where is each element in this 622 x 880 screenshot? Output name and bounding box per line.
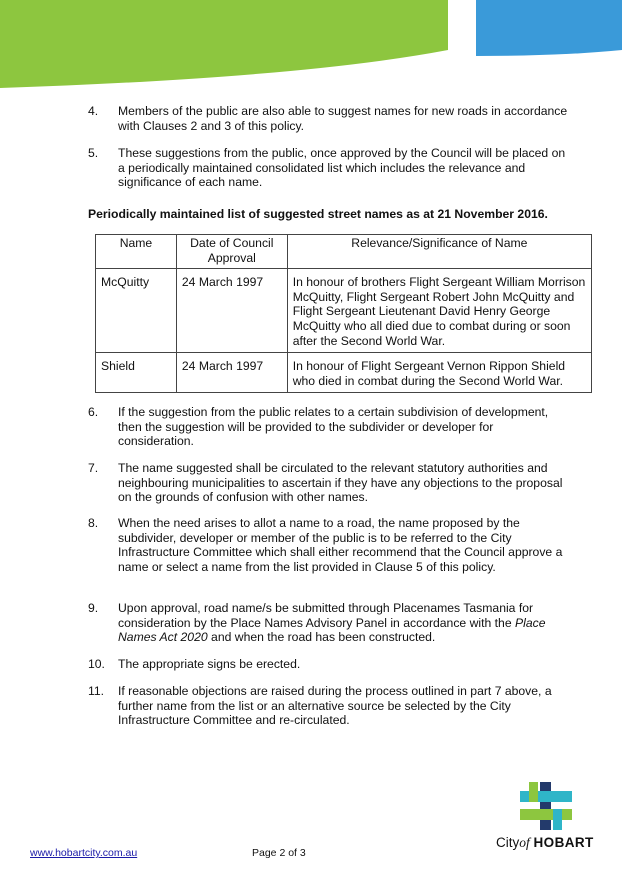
list-number: 8. [88,516,99,530]
page-number: Page 2 of 3 [252,847,306,859]
list-item-7 [88,461,572,505]
header-banner [0,0,622,90]
logo-city: City [496,835,520,850]
list-text: These suggestions from the public, once approved by the Council will be placed on a periodically maintained consolidated list which includes the relevance and significance of each name. [118,146,566,190]
cell-date: 24 March 1997 [176,353,287,393]
list-number: 11. [88,684,105,698]
table-header-row [96,235,592,269]
cell-name: Shield [96,353,177,393]
logo-of: of [519,835,530,850]
cell-relevance: In honour of brothers Flight Sergeant William Morrison McQuitty, Flight Sergeant Robert John McQuitty and Flight Sergeant Lieutenant David Henry George McQuitty who all died due to combat during or soon after the Second World War. [287,269,591,353]
website-link[interactable]: www.hobartcity.com.au [30,847,138,859]
banner-green-swoosh [0,0,448,88]
list-number: 4. [88,104,99,118]
column-header-relevance: Relevance/Significance of Name [287,235,591,269]
logo-wordmark [496,835,594,851]
list-text: The name suggested shall be circulated to the relevant statutory authorities and neighbouring municipalities to ascertain if they have any objections to the proposal on the grounds of confusion with other names. [118,461,563,505]
cell-relevance: In honour of Flight Sergeant Vernon Rippon Shield who died in combat during the Second World War. [287,353,591,393]
table-row [96,353,592,393]
list-heading: Periodically maintained list of suggested street names as at 21 November 2016. [88,207,548,221]
list-item-8 [88,516,572,574]
list-item-4 [88,104,572,133]
list-item-5 [88,146,572,190]
cell-name: McQuitty [96,269,177,353]
list-number: 5. [88,146,99,160]
list-text: If reasonable objections are raised during the process outlined in part 7 above, a further name from the list or an alternative source be selected by the City Infrastructure Committee and re-circulated. [118,684,552,728]
list-item-10 [88,657,572,672]
list-number: 9. [88,601,99,615]
list-item-9 [88,601,572,645]
list-item-11 [88,684,572,728]
cell-date: 24 March 1997 [176,269,287,353]
column-header-date: Date of Council Approval [176,235,287,269]
table-row [96,269,592,353]
list-text [118,601,572,645]
list-text: If the suggestion from the public relates to a certain subdivision of development, then the suggestion will be provided to the subdivider or developer for consideration. [118,405,549,449]
street-names-table [95,234,592,393]
list-number: 6. [88,405,99,419]
act-title: Place Names Act 2020 [118,615,546,645]
list-text: The appropriate signs be erected. [118,657,301,671]
list-number: 10. [88,657,105,671]
list-text-part: Upon approval, road name/s be submitted through Placenames Tasmania for consideration by the Place Names Advisory Panel in accordance with the [118,601,534,630]
column-header-name: Name [96,235,177,269]
list-number: 7. [88,461,99,475]
city-of-hobart-logo-icon [520,782,572,830]
list-text-part: and when the road has been constructed. [207,630,436,645]
list-item-6 [88,405,572,449]
banner-blue-bar [476,0,622,56]
list-text: Members of the public are also able to suggest names for new roads in accordance with Clauses 2 and 3 of this policy. [118,104,568,133]
logo-hobart: HOBART [533,835,594,850]
list-text: When the need arises to allot a name to a road, the name proposed by the subdivider, developer or member of the public is to be referred to the City Infrastructure Committee which shall either recommend that the Council approve a name or select a name from the list provided in Clause 5 of this policy. [118,516,563,574]
